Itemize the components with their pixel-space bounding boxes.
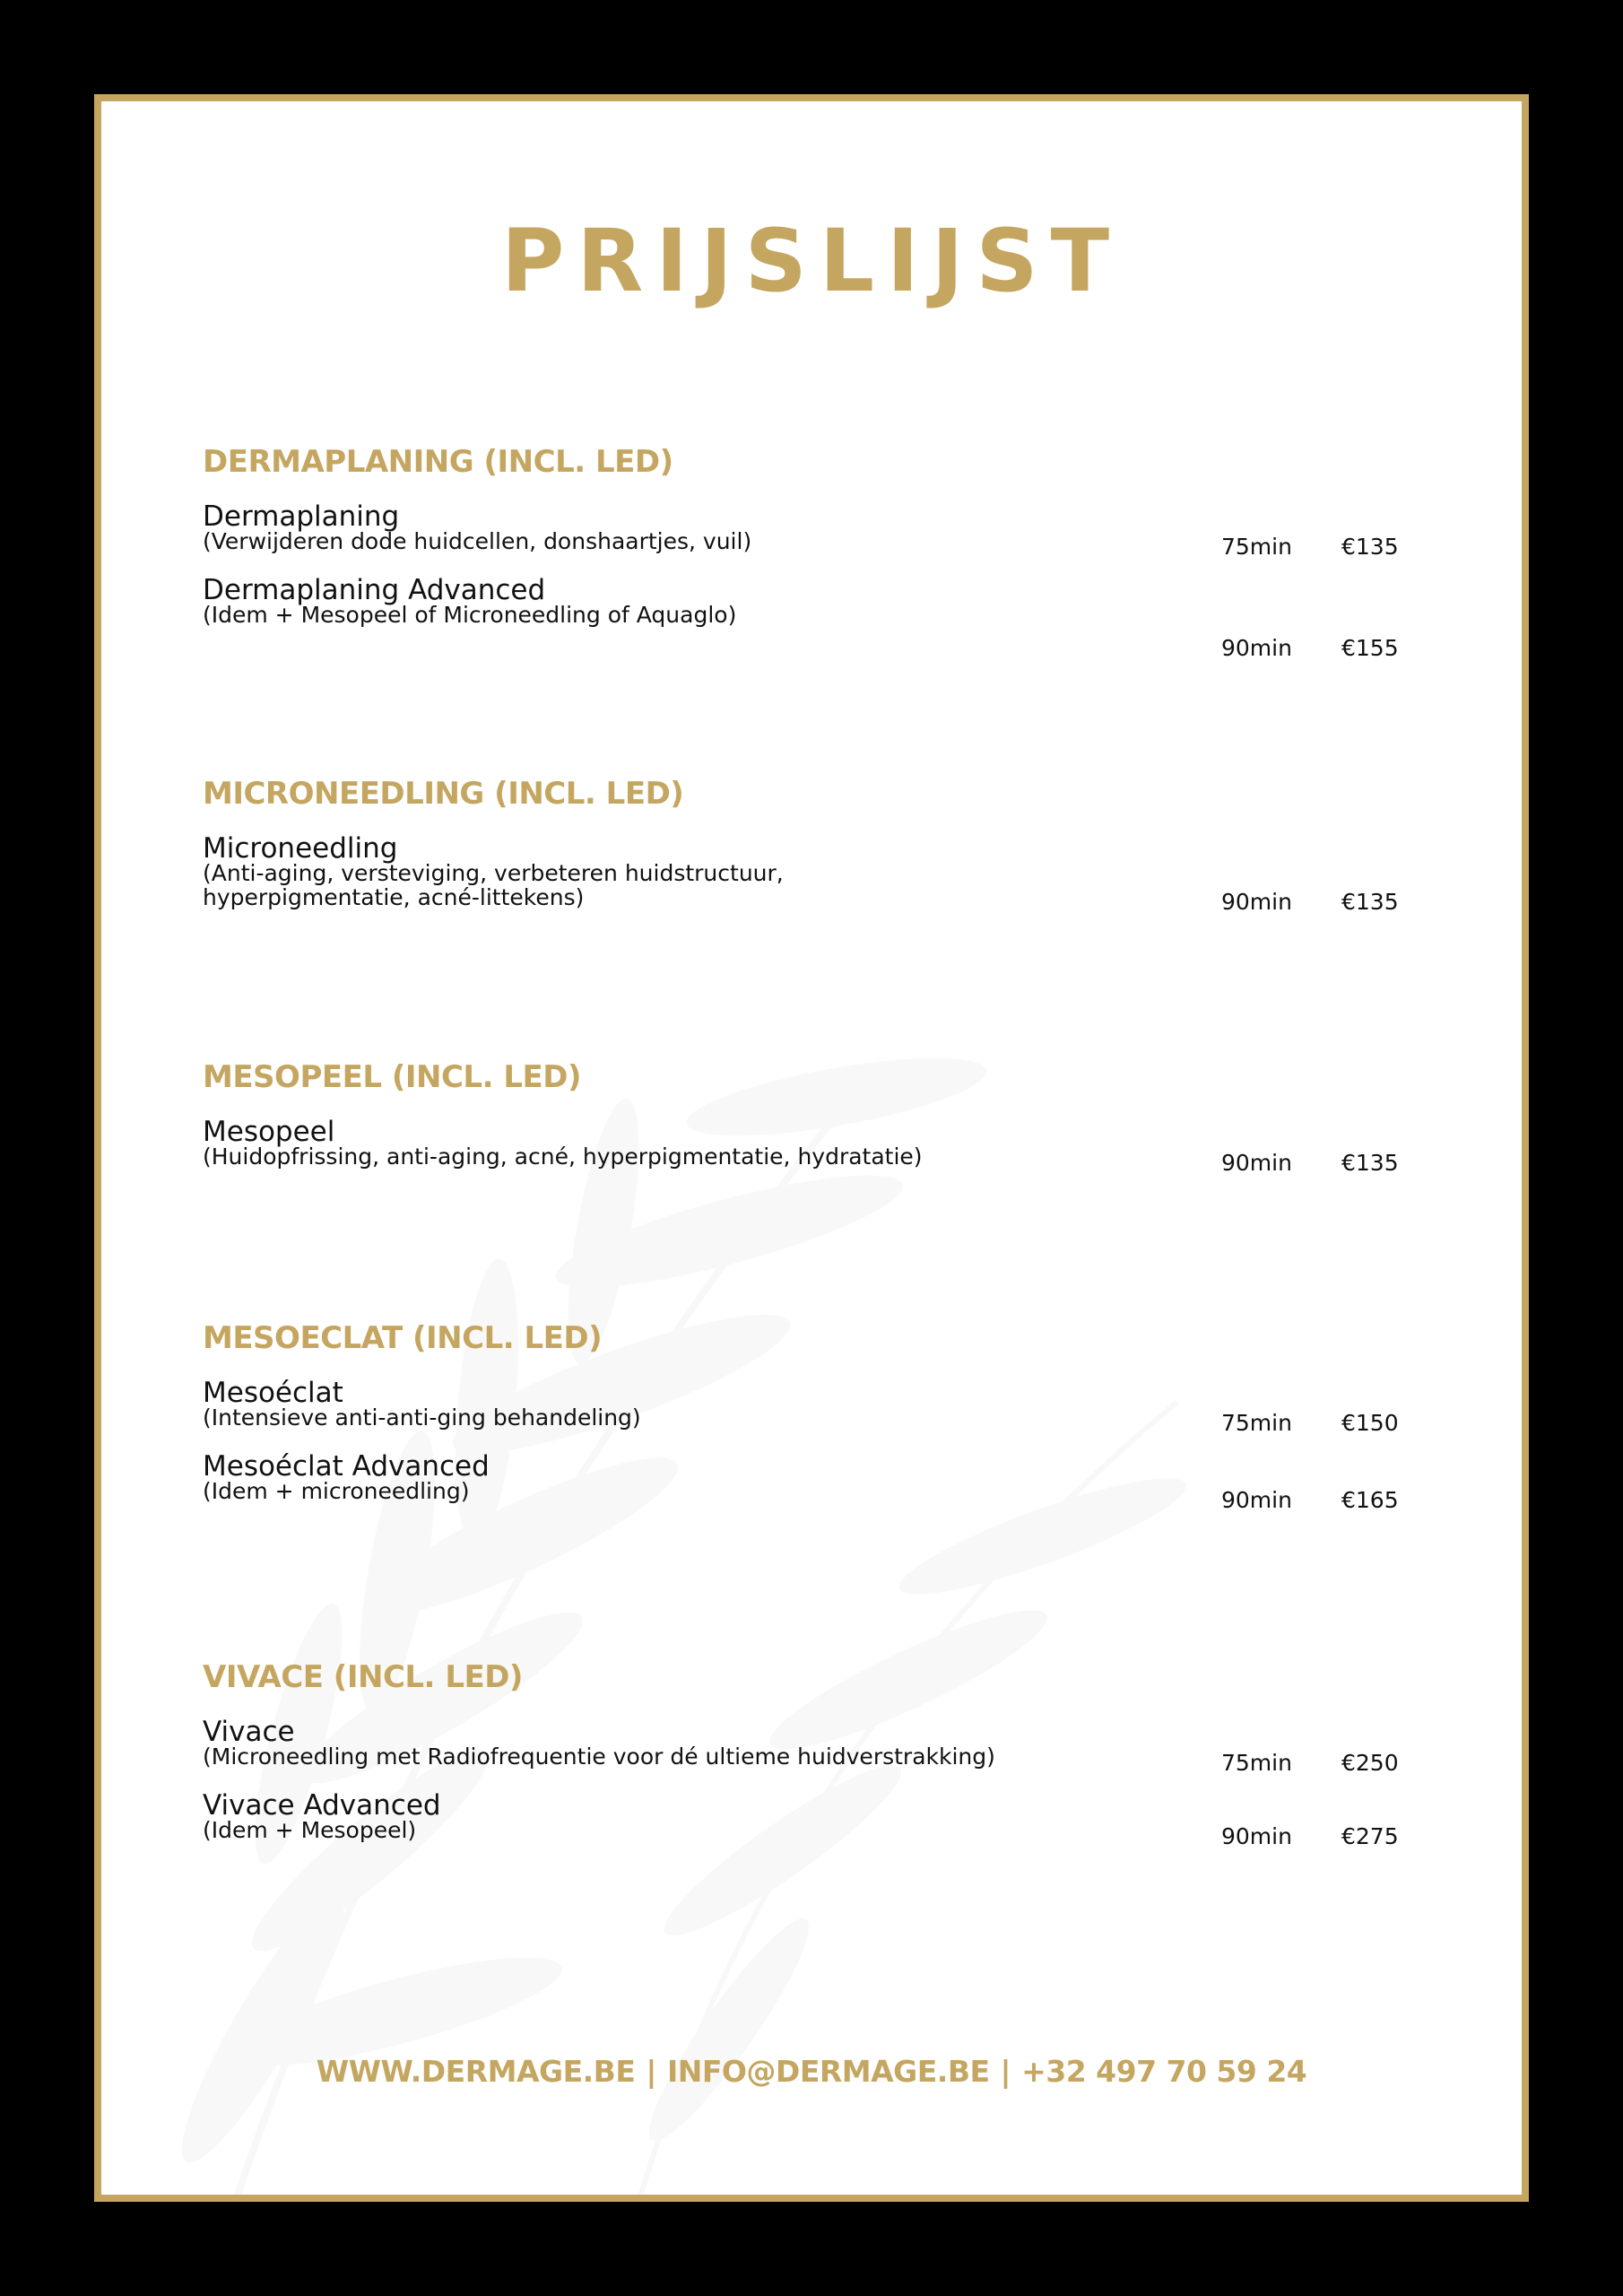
footer-separator: | — [646, 2054, 656, 2089]
item-price: €150 — [1341, 1410, 1399, 1436]
section-title-mesoeclat: MESOECLAT (INCL. LED) — [203, 1320, 603, 1356]
item-duration: 90min — [1221, 889, 1292, 915]
item-price: €165 — [1341, 1487, 1399, 1513]
item-price: €135 — [1341, 889, 1399, 915]
section-title-dermaplaning: DERMAPLANING (INCL. LED) — [203, 444, 673, 480]
item-name: Mesoéclat Advanced — [203, 1450, 490, 1483]
email-link[interactable]: INFO@DERMAGE.BE — [666, 2054, 990, 2089]
item-price: €250 — [1341, 1750, 1399, 1776]
item-name: Vivace Advanced — [203, 1789, 441, 1822]
item-description: (Microneedling met Radiofrequentie voor dé ultieme huidverstrakking) — [203, 1744, 995, 1770]
item-name: Mesoéclat — [203, 1377, 343, 1409]
item-name: Dermaplaning — [203, 500, 400, 533]
item-description: (Anti-aging, versteviging, verbeteren huidstructuur, — [203, 860, 784, 886]
item-price: €135 — [1341, 534, 1399, 560]
item-duration: 75min — [1221, 1750, 1292, 1776]
footer-separator: | — [1000, 2054, 1011, 2089]
item-description: (Verwijderen dode huidcellen, donshaartjes, vuil) — [203, 528, 752, 554]
phone-link[interactable]: +32 497 70 59 24 — [1021, 2054, 1307, 2089]
item-description: (Idem + Mesopeel) — [203, 1817, 417, 1843]
item-duration: 90min — [1221, 1150, 1292, 1176]
section-title-vivace: VIVACE (INCL. LED) — [203, 1659, 523, 1695]
item-duration: 75min — [1221, 534, 1292, 560]
item-duration: 90min — [1221, 635, 1292, 661]
item-price: €275 — [1341, 1823, 1399, 1849]
item-price: €155 — [1341, 635, 1399, 661]
item-description: (Idem + microneedling) — [203, 1478, 470, 1504]
contact-footer — [101, 2054, 1522, 2089]
item-description: (Intensieve anti-anti-ging behandeling) — [203, 1405, 641, 1431]
item-description-line-2: hyperpigmentatie, acné-littekens) — [203, 884, 585, 910]
item-name: Microneedling — [203, 832, 398, 865]
section-title-mesopeel: MESOPEEL (INCL. LED) — [203, 1059, 581, 1095]
item-description: (Idem + Mesopeel of Microneedling of Aquaglo) — [203, 602, 737, 628]
item-price: €135 — [1341, 1150, 1399, 1176]
item-duration: 75min — [1221, 1410, 1292, 1436]
price-list-page — [94, 94, 1529, 2202]
page-title: PRIJSLIJST — [500, 211, 1123, 311]
item-duration: 90min — [1221, 1487, 1292, 1513]
item-name: Vivace — [203, 1716, 295, 1748]
item-description: (Huidopfrissing, anti-aging, acné, hyperpigmentatie, hydratatie) — [203, 1144, 923, 1170]
section-title-microneedling: MICRONEEDLING (INCL. LED) — [203, 776, 684, 812]
item-name: Dermaplaning Advanced — [203, 574, 546, 606]
website-link[interactable]: WWW.DERMAGE.BE — [316, 2054, 636, 2089]
item-name: Mesopeel — [203, 1116, 335, 1148]
item-duration: 90min — [1221, 1823, 1292, 1849]
